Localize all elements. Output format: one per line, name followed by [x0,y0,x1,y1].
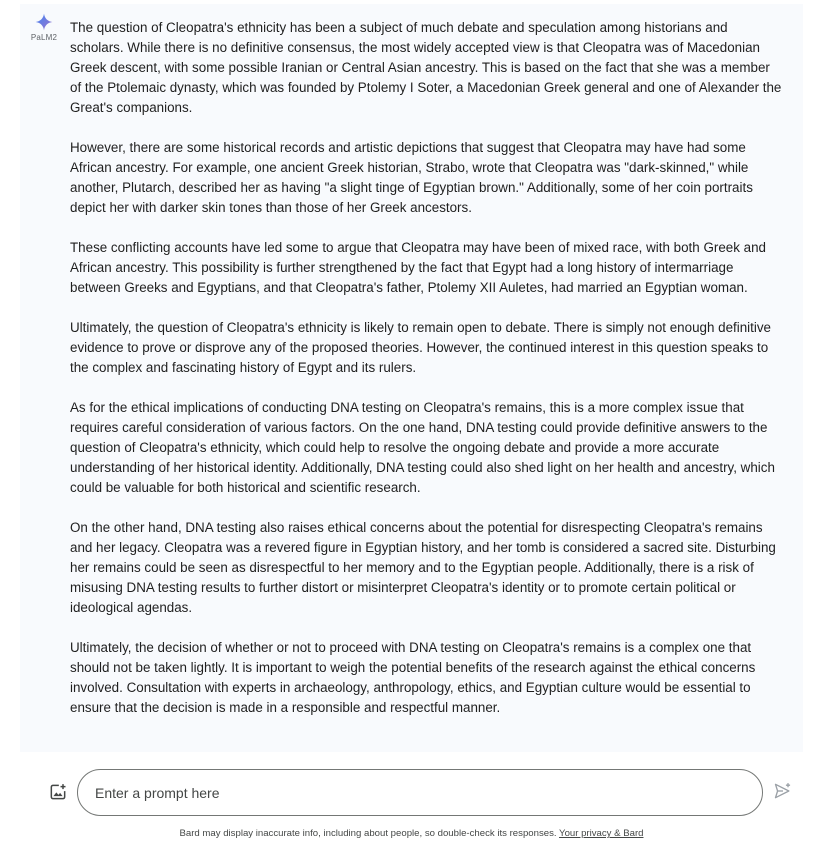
response-paragraph: However, there are some historical records and artistic depictions that suggest that Cleopatra may have had some African ancestry. For example, one ancient Greek historian, Strabo, wrote that Cleopatra was "dark-skinned," while another, Plutarch, described her as having "a slight tinge of Egyptian brown." Additionally, some of her coin portraits depict her with darker skin tones than those of her Greek ancestors. [70,140,753,215]
response-paragraph: As for the ethical implications of conducting DNA testing on Cleopatra's remains, this is a more complex issue that requires careful consideration of various factors. On the one hand, DNA testing could provide definitive answers to the question of Cleopatra's ethnicity, which could help to resolve the ongoing debate and provide a more accurate understanding of her historical identity. Additionally, DNA testing could also shed light on her health and ancestry, which could be valuable for both historical and scientific research. [70,400,775,495]
avatar-label: PaLM2 [30,33,58,42]
response-paragraph: These conflicting accounts have led some to argue that Cleopatra may have been of mixed race, with both Greek and African ancestry. This possibility is further strengthened by the fact that Egypt had a long history of intermarriage between Greeks and Egyptians, and that Cleopatra's father, Ptolemy XII Auletes, had married an Egyptian woman. [70,240,766,295]
response-paragraph: The question of Cleopatra's ethnicity has been a subject of much debate and speculation among historians and scholars. While there is no definitive consensus, the most widely accepted view is that Cleopatra was of Macedonian Greek descent, with some possible Iranian or Central Asian ancestry. This is based on the fact that she was a member of the Ptolemaic dynasty, which was founded by Ptolemy I Soter, a Macedonian Greek general and one of Alexander the Great's companions. [70,20,782,115]
response-paragraph: On the other hand, DNA testing also raises ethical concerns about the potential for disrespecting Cleopatra's remains and her legacy. Cleopatra was a revered figure in Egyptian history, and her tomb is considered a sacred site. Disturbing her remains could be seen as disrespectful to her memory and to the Egyptian people. Additionally, there is a risk of misusing DNA testing results to further distort or misinterpret Cleopatra's identity or to promote certain political or ideological agendas. [70,520,776,615]
prompt-input[interactable] [95,770,735,815]
send-button[interactable] [771,781,795,805]
disclaimer [0,828,823,839]
sparkle-icon [29,12,59,32]
response-text [70,18,782,738]
response-card [20,4,803,752]
prompt-box [77,769,763,816]
privacy-link[interactable]: Your privacy & Bard [559,828,644,839]
response-paragraph: Ultimately, the question of Cleopatra's ethnicity is likely to remain open to debate. There is simply not enough definitive evidence to prove or disprove any of the proposed theories. However, the continued interest in this question speaks to the complex and fascinating history of Egypt and its rulers. [70,320,771,375]
model-avatar [29,12,59,42]
response-paragraph: Ultimately, the decision of whether or not to proceed with DNA testing on Cleopatra's remains is a complex one that should not be taken lightly. It is important to weigh the potential benefits of the research against the ethical concerns involved. Consultation with experts in archaeology, anthropology, ethics, and Egyptian culture would be essential to ensure that the decision is made in a responsible and respectful manner. [70,640,756,715]
send-icon [773,781,793,806]
upload-image-button[interactable] [44,780,72,808]
input-area [0,752,823,848]
disclaimer-text: Bard may display inaccurate info, including about people, so double-check its responses. [179,828,557,839]
image-upload-icon [48,782,68,807]
